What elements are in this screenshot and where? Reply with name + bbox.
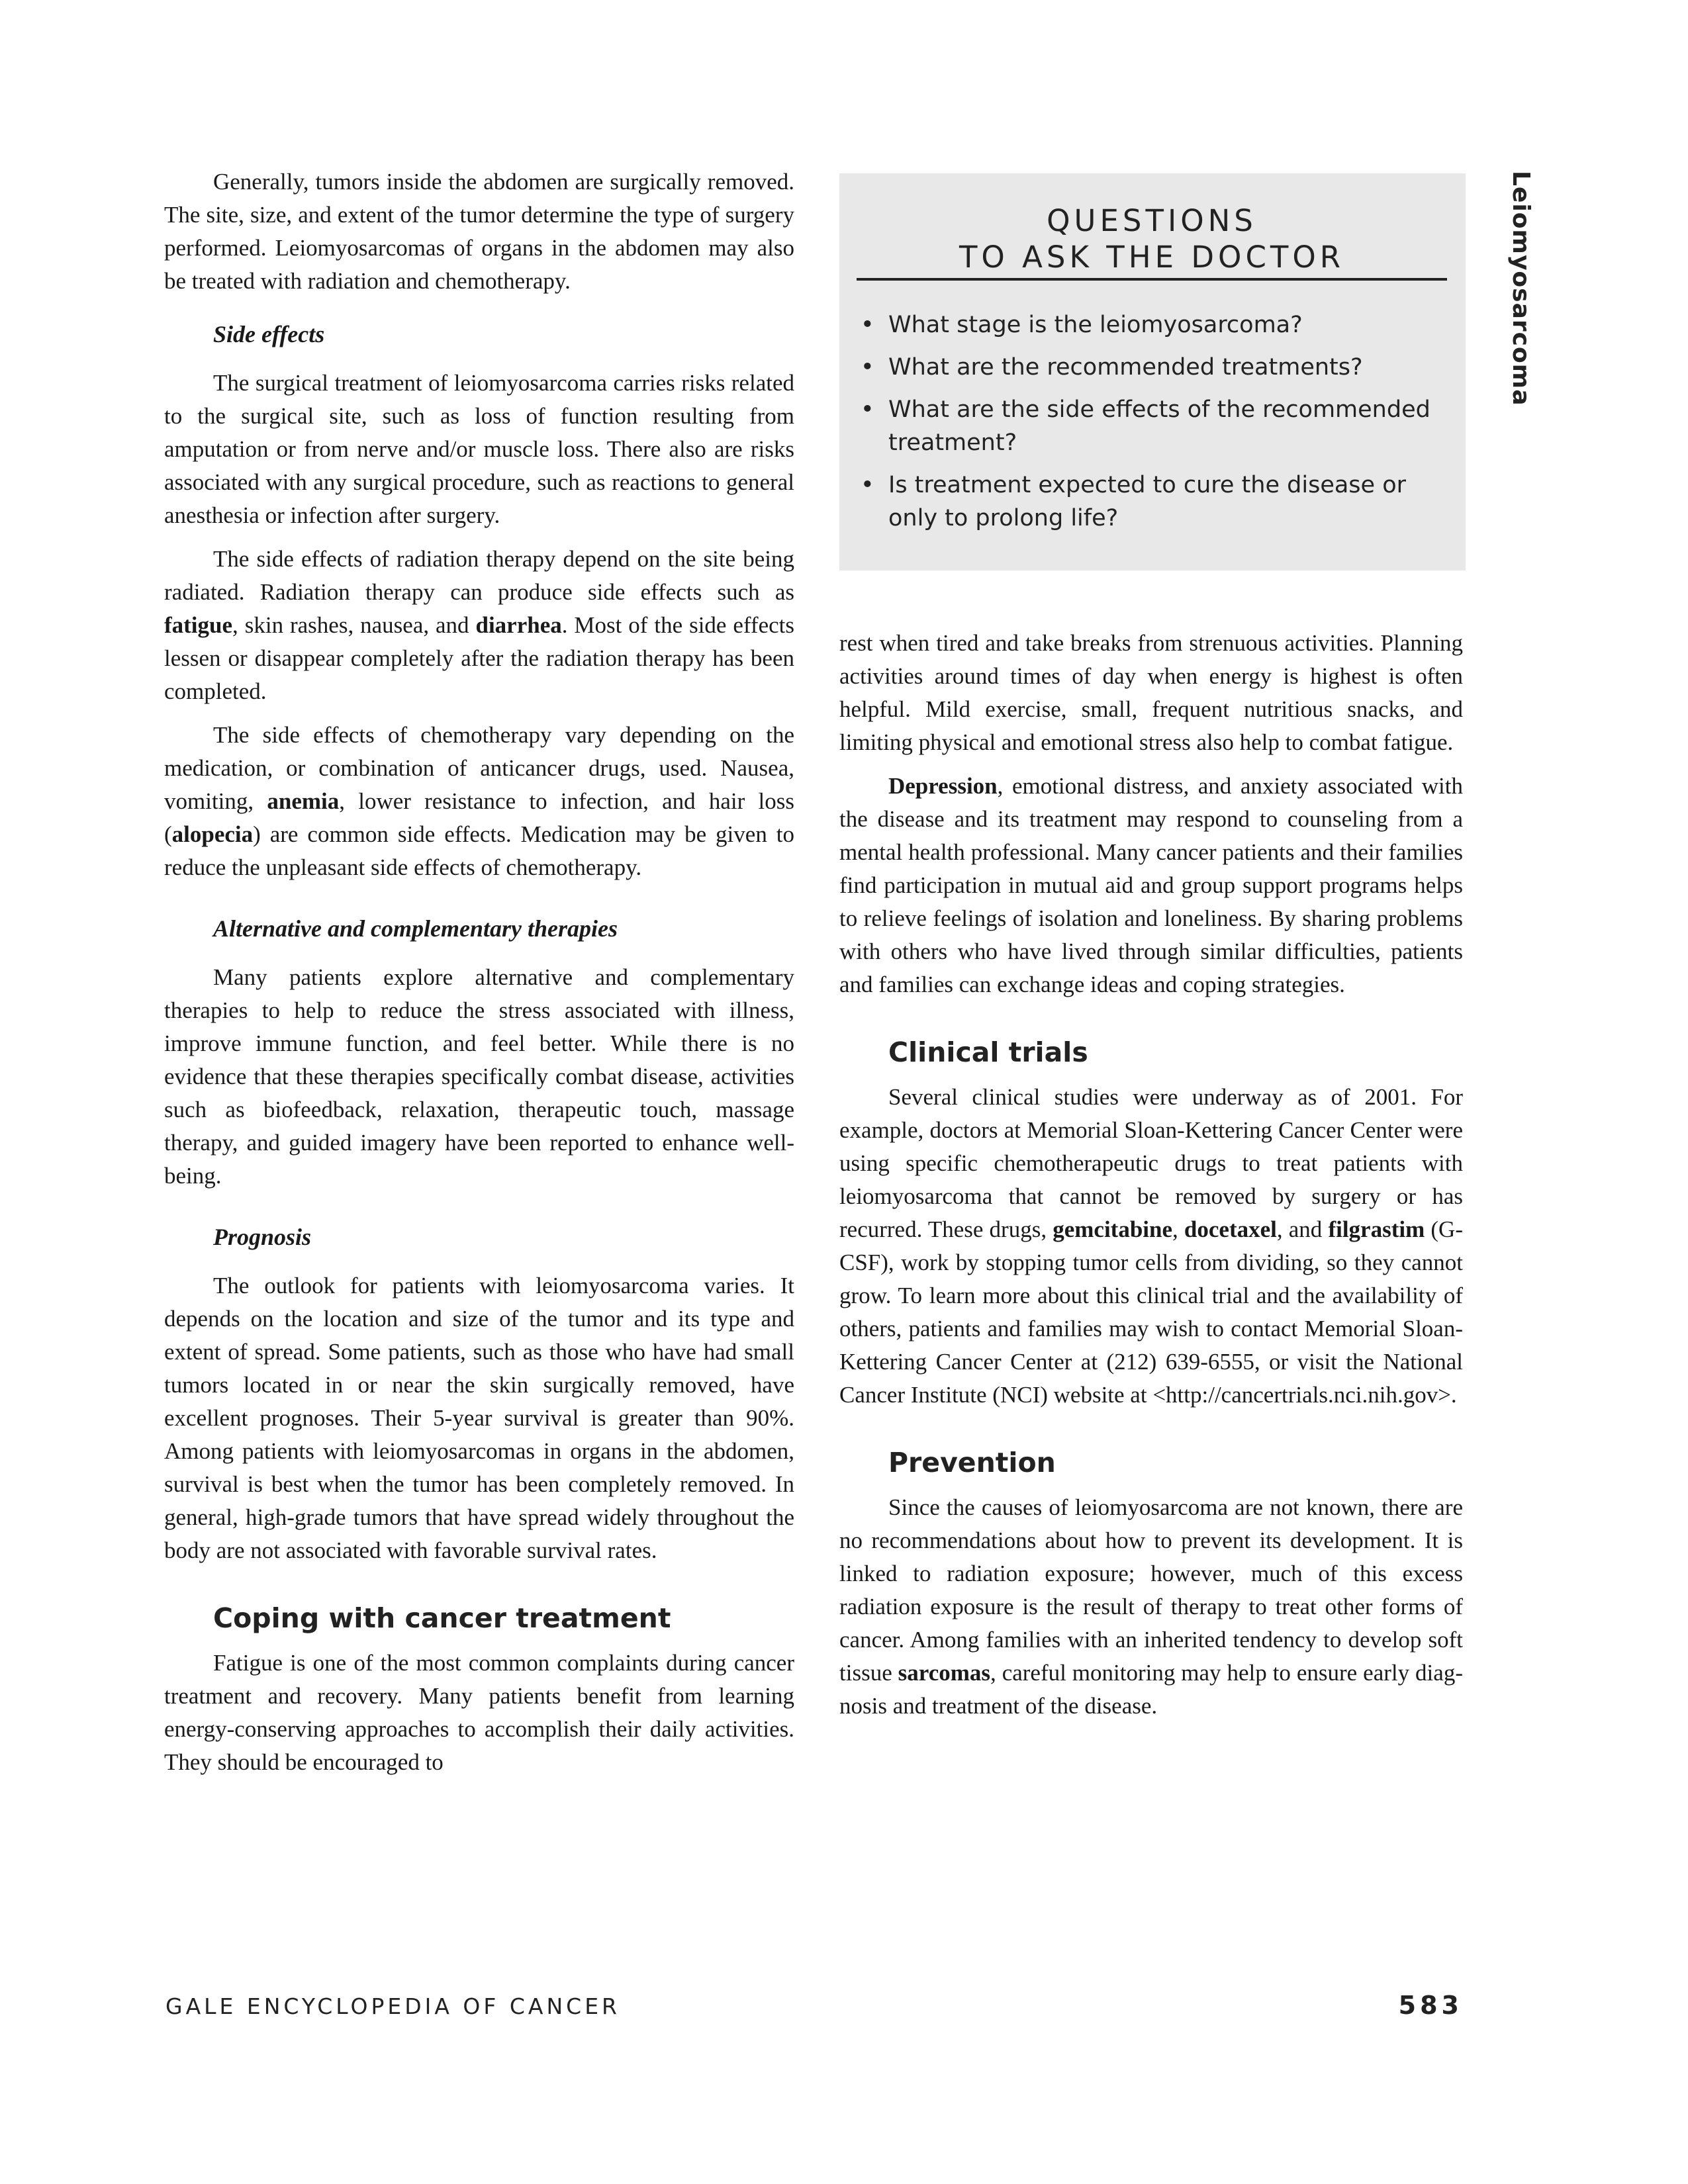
- clinical-trials-heading: Clinical trials: [888, 1036, 1088, 1068]
- list-item: • What are the recommended treatments?: [857, 351, 1447, 384]
- side-tab-running-head: [1503, 171, 1542, 449]
- term-anemia: anemia: [267, 788, 340, 814]
- footer-publication: GALE ENCYCLOPEDIA OF CANCER: [165, 1993, 620, 2019]
- coping-heading: Coping with cancer treatment: [213, 1602, 671, 1634]
- bullet-icon: •: [861, 472, 874, 498]
- term-sarcomas: sarcomas: [898, 1660, 991, 1686]
- surgical-side-effects-paragraph: The surgical treatment of leiomyosarcoma carries risks related to the surgical site, such as loss of function resulting from amputation or from nerve and/or muscle loss. There also are risks associated with any surgical procedure, such as reactions to general anesthesia or infection after surgery.: [164, 370, 794, 528]
- page-number: 583: [1398, 1991, 1463, 2020]
- radiation-side-effects-paragraph: The side effects of radiation therapy depend on the site being radiated. Radiation therapy can produce side effects such as fatigue, skin rashes, nausea, and diarrhea. Most of the side effects lessen or disappear completely after the radiation therapy has been completed.: [164, 546, 794, 704]
- bullet-icon: •: [861, 396, 874, 423]
- term-diarrhea: diarrhea: [475, 612, 562, 638]
- term-gemcitabine: gemcitabine: [1053, 1216, 1173, 1242]
- prevention-heading: Prevention: [888, 1447, 1056, 1479]
- term-depression: Depression: [888, 773, 998, 799]
- clinical-trials-paragraph: Several clinical studies were underway as of 2001. For example, doctors at Memorial Sloan-Kettering Cancer Center were using specific chemotherapeutic drugs to treat patients with leiomyosarcoma that cannot be removed by surgery or has recurred. These drugs, gemcitabine, docetaxel, and filgrastim (G-CSF), work by stopping tumor cells from dividing, so they cannot grow. To learn more about this clinical trial and the availability of others, patients and families may wish to contact Memorial Sloan-Kettering Cancer Center at (212) 639-6555, or visit the National Cancer Institute (NCI) website at <http://cancertrials.nci.nih.gov>.: [839, 1084, 1463, 1408]
- side-tab-label: Leiomyosarcoma: [1507, 171, 1534, 406]
- list-item: • What are the side effects of the recommended treatment?: [857, 393, 1447, 459]
- prevention-paragraph: Since the causes of leiomyosarcoma are not known, there are no recommendations about how to prevent its development. It is linked to radiation exposure; however, much of this excess radiation exposure is the result of therapy to treat other forms of cancer. Among families with an inherited tendency to develop soft tissue sarcomas, careful monitoring may help to ensure early diagnosis and treatment of the disease.: [839, 1494, 1463, 1719]
- chemo-side-effects-paragraph: The side effects of chemotherapy vary depending on the medication, or combination of anticancer drugs, used. Nausea, vomiting, anemia, lower resistance to infection, and hair loss (alopecia) are common side effects. Medication may be given to reduce the unpleasant side effects of chemotherapy.: [164, 722, 794, 880]
- alternative-therapies-paragraph: Many patients explore alternative and complementary therapies to help to reduce the stress associated with illness, improve immune function, and feel better. While there is no evidence that these therapies specifically combat disease, activities such as biofeedback, relaxation, therapeutic touch, massage therapy, and guided imagery have been reported to enhance well-being.: [164, 964, 794, 1189]
- side-effects-heading: Side effects: [213, 321, 325, 347]
- term-docetaxel: docetaxel: [1184, 1216, 1277, 1242]
- term-fatigue: fatigue: [164, 612, 233, 638]
- list-item: • What stage is the leiomyosarcoma?: [857, 308, 1447, 341]
- term-filgrastim: filgrastim: [1328, 1216, 1425, 1242]
- depression-paragraph: Depression, emotional distress, and anxiety associated with the disease and its treatment may respond to counseling from a mental health professional. Many cancer patients and their families find participation in mutual aid and group support programs helps to relieve feelings of isolation and loneliness. By sharing problems with others who have lived through similar difficulties, patients and families can exchange ideas and coping strategies.: [839, 773, 1463, 997]
- bullet-icon: •: [861, 354, 874, 381]
- bullet-icon: •: [861, 312, 874, 338]
- sidebar-title-line2: TO ASK THE DOCTOR: [959, 240, 1345, 275]
- left-column: [164, 165, 794, 1790]
- alternative-therapies-heading: Alternative and complementary therapies: [213, 915, 618, 942]
- right-column: [839, 627, 1463, 1733]
- sidebar-title: [857, 203, 1447, 281]
- sidebar-title-line1: QUESTIONS: [1047, 203, 1257, 238]
- prognosis-heading: Prognosis: [213, 1224, 312, 1250]
- term-alopecia: alopecia: [171, 821, 254, 847]
- question-list: [857, 308, 1447, 535]
- questions-sidebar: [839, 173, 1466, 570]
- list-item: • Is treatment expected to cure the disease or only to prolong life?: [857, 469, 1447, 535]
- intro-paragraph: Generally, tumors inside the abdomen are surgically removed. The site, size, and extent of the tumor determine the type of surgery performed. Leiomyosarcomas of organs in the abdomen may also be treated with radiation and chemotherapy.: [164, 169, 794, 294]
- fatigue-continued-paragraph: rest when tired and take breaks from strenuous activities. Planning activities around times of day when energy is highest is often helpful. Mild exercise, small, frequent nutritious snacks, and limiting physical and emotional stress also help to combat fatigue.: [839, 630, 1463, 755]
- fatigue-paragraph: Fatigue is one of the most common complaints during cancer treatment and recovery. Many patients benefit from learning energy-conserving approaches to accomplish their daily activities. They should be encouraged to: [164, 1650, 794, 1775]
- prognosis-paragraph: The outlook for patients with leiomyosarcoma varies. It depends on the location and size of the tumor and its type and extent of spread. Some patients, such as those who have had small tumors located in or near the skin surgically removed, have excellent prognoses. Their 5-year survival is greater than 90%. Among patients with leiomyosarcomas in organs in the abdomen, survival is best when the tumor has been completely removed. In general, high-grade tumors that have spread widely throughout the body are not associated with favorable survival rates.: [164, 1273, 794, 1563]
